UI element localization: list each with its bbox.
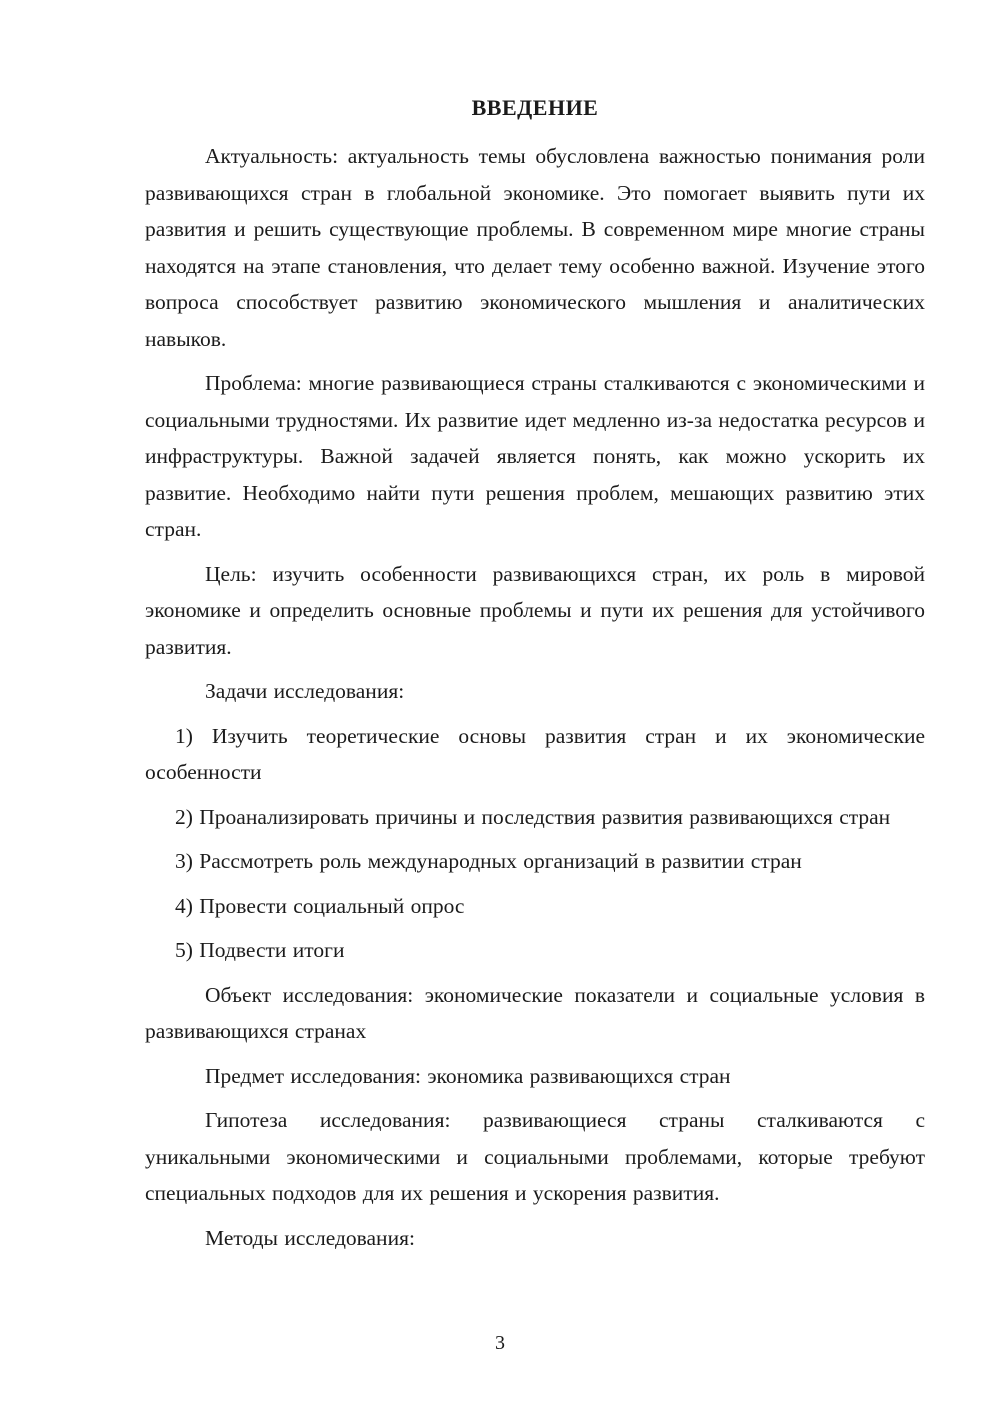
paragraph-zadachi-heading: Задачи исследования: (205, 679, 405, 703)
paragraph-predmet: Предмет исследования: экономика развивающихся стран (205, 1063, 731, 1088)
list-item-1: 1) Изучить теоретические основы развития стран и их экономические особенности (145, 723, 925, 784)
paragraph-gipoteza: Гипотеза исследования: развивающиеся страны сталкиваются с уникальными экономическими и социальными проблемами, которые требуют специальных подходов для их решения и ускорения развития. (145, 1108, 925, 1205)
page-number: 3 (495, 1332, 505, 1354)
list-item-2: 2) Проанализировать причины и последствия развития развивающихся стран (175, 804, 891, 829)
document-body (145, 90, 925, 1264)
page-title: ВВЕДЕНИЕ (471, 95, 599, 120)
list-item-3: 3) Рассмотреть роль международных организаций в развитии стран (175, 849, 802, 873)
paragraph-problema: Проблема: многие развивающиеся страны сталкиваются с экономическими и социальными трудностями. Их развитие идет медленно из-за недостатка ресурсов и инфраструктуры. Важной задачей является понять, как можно ускорить их развитие. Необходимо найти пути решения проблем, мешающих развитию этих стран. (145, 371, 925, 541)
list-item-5: 5) Подвести итоги (175, 938, 345, 962)
paragraph-aktualnost: Актуальность: актуальность темы обусловлена важностью понимания роли развивающихся стран в глобальной экономике. Это помогает выявить пути их развития и решить существующие проблемы. В современном мире многие страны находятся на этапе становления, что делает тему особенно важной. Изучение этого вопроса способствует развитию экономического мышления и аналитических навыков. (145, 144, 925, 351)
list-item-4: 4) Провести социальный опрос (175, 893, 465, 918)
paragraph-metody-heading: Методы исследования: (205, 1225, 415, 1250)
paragraph-obekt: Объект исследования: экономические показатели и социальные условия в развивающихся странах (145, 982, 925, 1043)
paragraph-tsel: Цель: изучить особенности развивающихся стран, их роль в мировой экономике и определить основные проблемы и пути их решения для устойчивого развития. (145, 561, 925, 659)
